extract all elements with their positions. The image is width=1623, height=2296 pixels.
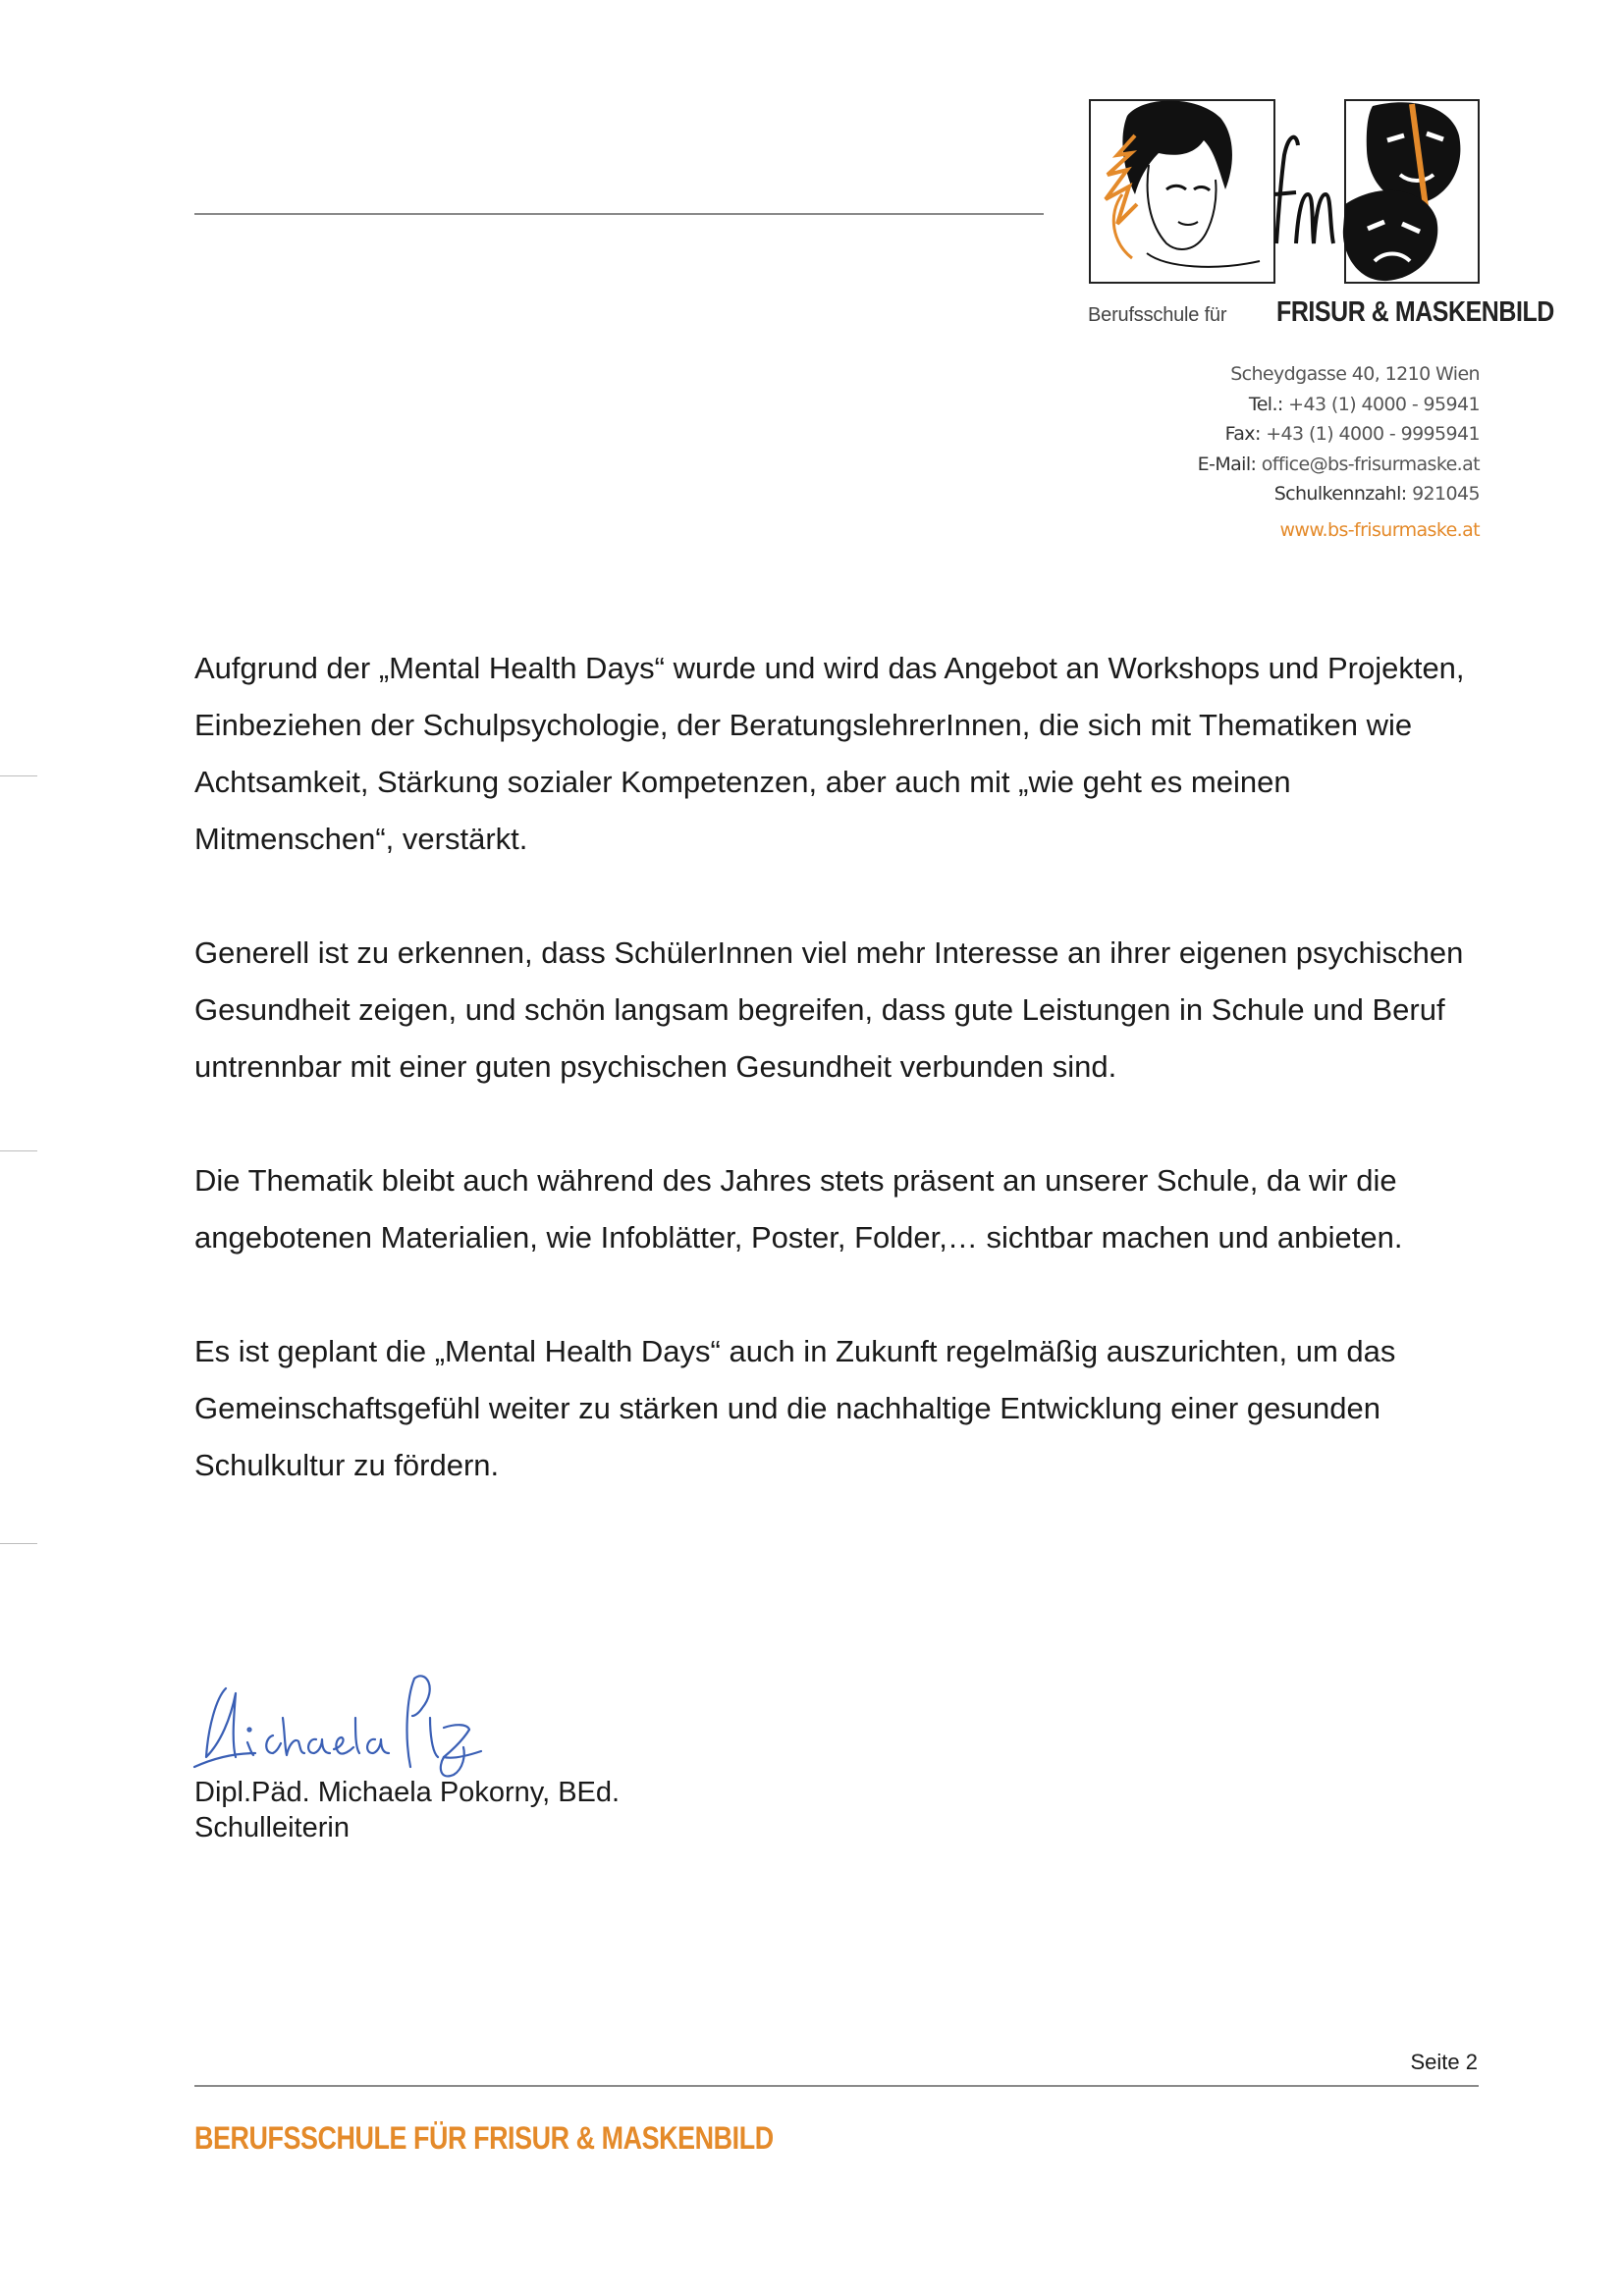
logo-small-text: Berufsschule für (1088, 304, 1227, 326)
fax-label: Fax: (1224, 423, 1261, 445)
contact-address: Scheydgasse 40, 1210 Wien (1230, 363, 1480, 385)
contact-school-id (1198, 479, 1480, 509)
signer-role: Schulleiterin (194, 1812, 350, 1843)
paragraph: Generell ist zu erkennen, dass SchülerInnen viel mehr Interesse an ihrer eigenen psychischen Gesundheit zeigen, und schön langsam begreifen, dass gute Leistungen in Schule und Beruf untrennbar mit einer guten psychischen Gesundheit verbunden sind. (194, 935, 1464, 1084)
website-link[interactable]: www.bs-frisurmaske.at (1279, 518, 1480, 541)
handwritten-signature (187, 1659, 520, 1787)
school-id-value: 921045 (1412, 483, 1480, 505)
school-id-label: Schulkennzahl: (1273, 483, 1407, 505)
signer-name: Dipl.Päd. Michaela Pokorny, BEd. (194, 1777, 621, 1808)
contact-tel (1198, 390, 1480, 420)
tel-value: +43 (1) 4000 - 95941 (1288, 393, 1480, 415)
header-rule (194, 213, 1044, 215)
paragraph: Die Thematik bleibt auch während des Jahres stets präsent an unserer Schule, da wir die angebotenen Materialien, wie Infoblätter, Poster, Folder,… sichtbar machen und anbieten. (194, 1163, 1403, 1255)
letter-body (194, 640, 1490, 1551)
page-number: Seite 2 (1410, 2050, 1478, 2074)
tel-label: Tel.: (1248, 393, 1283, 415)
footer-brand: BERUFSSCHULE FÜR FRISUR & MASKENBILD (194, 2120, 774, 2156)
contact-email (1198, 450, 1480, 480)
school-logo-icon (1088, 96, 1481, 288)
contact-block (1198, 359, 1480, 545)
fold-mark (0, 775, 37, 776)
footer-rule (194, 2085, 1479, 2087)
logo-wordmark (1088, 296, 1554, 329)
paragraph: Aufgrund der „Mental Health Days“ wurde und wird das Angebot an Workshops und Projekten, Einbeziehen der Schulpsychologie, der BeratungslehrerInnen, die sich mit Thematiken wie Achtsamkeit, Stärkung sozialer Kompetenzen, aber auch mit „wie geht es meinen Mitmenschen“, verstärkt. (194, 651, 1465, 856)
fax-value: +43 (1) 4000 - 9995941 (1266, 423, 1480, 445)
paragraph: Es ist geplant die „Mental Health Days“ auch in Zukunft regelmäßig auszurichten, um das Gemeinschaftsgefühl weiter zu stärken und die nachhaltige Entwicklung einer gesunden Schulkultur zu fördern. (194, 1334, 1396, 1482)
contact-fax (1198, 419, 1480, 450)
email-label: E-Mail: (1197, 453, 1257, 475)
email-value[interactable]: office@bs-frisurmaske.at (1261, 453, 1480, 475)
signer-block (194, 1775, 620, 1845)
fold-mark (0, 1150, 37, 1151)
logo-big-text: FRISUR & MASKENBILD (1275, 296, 1554, 328)
fold-mark (0, 1543, 37, 1544)
